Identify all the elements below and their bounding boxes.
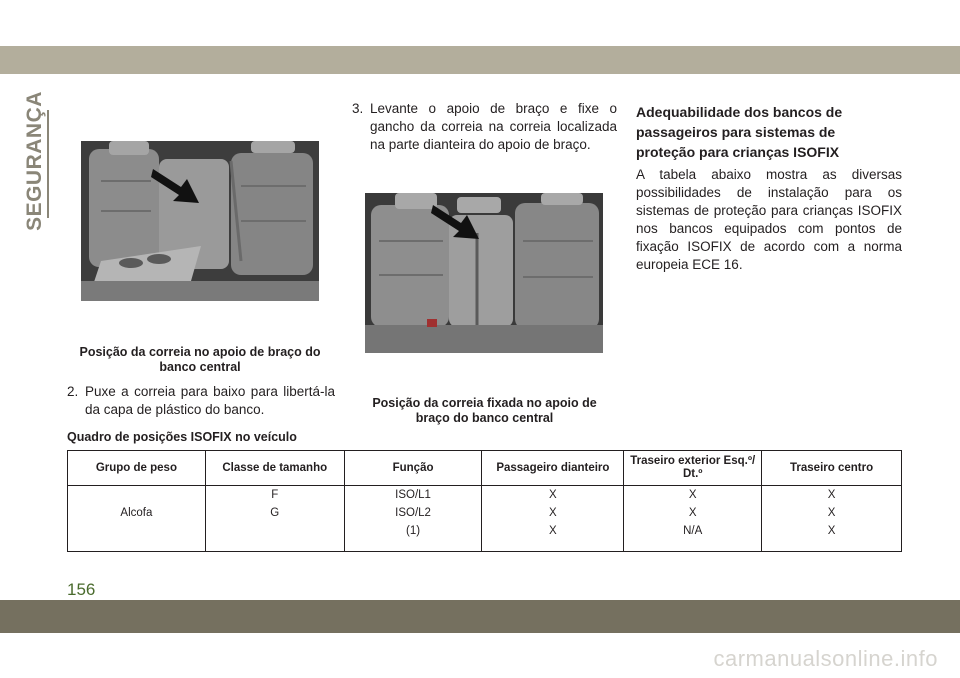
figure2-drawing <box>365 193 603 353</box>
header-cell: Grupo de peso <box>68 451 206 486</box>
header-cell: Traseiro exterior Esq.º/ Dt.º <box>624 451 762 486</box>
figure1-caption: Posição da correia no apoio de braço do banco central <box>79 345 321 374</box>
table-cell: X <box>482 486 624 505</box>
table-cell: X <box>482 522 624 552</box>
table-cell: X <box>762 504 902 522</box>
step-2 <box>67 383 335 419</box>
top-band <box>0 46 960 74</box>
header-cell: Passageiro dianteiro <box>482 451 624 486</box>
group-cell: Alcofa <box>68 486 206 552</box>
figure1-drawing <box>81 141 319 301</box>
section-paragraph: A tabela abaixo mostra as diversas possibilidades de instalação para os sistemas de proteção para crianças ISOFIX nos bancos equipados com pontos de fixação ISOFIX de acordo com a norma europeia ECE 16. <box>636 167 902 272</box>
table-cell <box>205 522 344 552</box>
table-cell: (1) <box>344 522 482 552</box>
table-cell: X <box>762 522 902 552</box>
step-3-number: 3. <box>352 101 364 116</box>
figure1-photo <box>81 141 319 301</box>
isofix-table <box>67 450 902 552</box>
page-number: 156 <box>67 580 96 599</box>
table-row <box>68 486 902 505</box>
bottom-band <box>0 600 960 633</box>
section-tab-label: SEGURANÇA <box>23 90 46 231</box>
watermark: carmanualsonline.info <box>713 646 938 671</box>
table-cell: N/A <box>624 522 762 552</box>
table-cell: G <box>205 504 344 522</box>
table-cell: X <box>624 486 762 505</box>
step-2-number: 2. <box>67 384 79 399</box>
table-cell: X <box>624 504 762 522</box>
section-tab <box>10 90 60 231</box>
figure2-photo <box>365 193 603 353</box>
section-tab-rule <box>47 110 49 218</box>
table-cell: F <box>205 486 344 505</box>
table-cell: X <box>762 486 902 505</box>
table-cell: X <box>482 504 624 522</box>
table-cell: ISO/L1 <box>344 486 482 505</box>
header-cell: Traseiro centro <box>762 451 902 486</box>
header-cell: Função <box>344 451 482 486</box>
section-heading: Adequabilidade dos bancos de passageiros para sistemas de proteção para crianças ISOFIX <box>636 104 843 160</box>
step-2-text: Puxe a correia para baixo para libertá-la da capa de plástico do banco. <box>85 384 335 417</box>
step-3-text: Levante o apoio de braço e fixe o gancho da correia na correia localizada na parte dianteira do apoio de braço. <box>370 101 617 152</box>
header-cell: Classe de tamanho <box>205 451 344 486</box>
figure2-caption: Posição da correia fixada no apoio de braço do banco central <box>372 396 597 425</box>
table-cell: ISO/L2 <box>344 504 482 522</box>
table-title: Quadro de posições ISOFIX no veículo <box>67 430 297 444</box>
step-3 <box>352 100 617 154</box>
table-header-row <box>68 451 902 486</box>
